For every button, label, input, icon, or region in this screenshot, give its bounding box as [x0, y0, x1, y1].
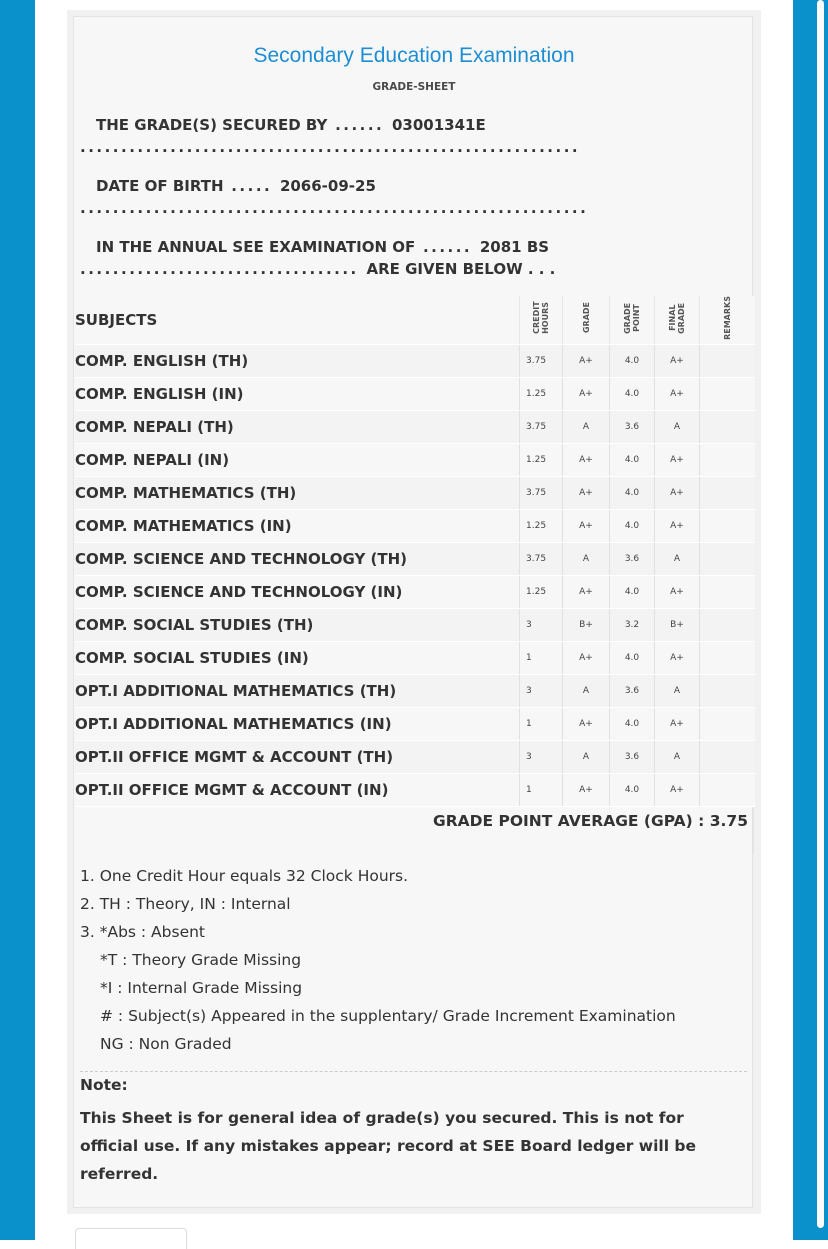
- remarks-cell: [700, 542, 756, 575]
- table-row: [75, 641, 755, 674]
- gpa-divider: [753, 808, 754, 854]
- remarks-cell: [700, 344, 756, 377]
- dob-value: 2066-09-25: [279, 177, 376, 195]
- credit-hours-cell: 3.75: [520, 542, 563, 575]
- given-below: ARE GIVEN BELOW . . .: [366, 260, 556, 278]
- credit-hours-cell: 3: [520, 674, 563, 707]
- credit-hours-cell: 1: [520, 707, 563, 740]
- final-grade-cell: A: [655, 410, 700, 443]
- note-divider: [80, 1071, 747, 1072]
- grade-point-cell: 4.0: [610, 707, 655, 740]
- legend-item: # : Subject(s) Appeared in the supplentary/ Grade Increment Examination: [100, 1007, 676, 1025]
- dob-label: DATE OF BIRTH: [96, 177, 224, 195]
- grade-cell: B+: [563, 608, 610, 641]
- scrollbar-thumb[interactable]: [817, 0, 824, 1228]
- table-row: [75, 740, 755, 773]
- subject-cell: COMP. NEPALI (IN): [75, 443, 520, 476]
- secured-by-label: THE GRADE(S) SECURED BY: [96, 116, 328, 134]
- credit-hours-cell: 3: [520, 740, 563, 773]
- grade-point-cell: 3.6: [610, 410, 655, 443]
- final-grade-cell: A+: [655, 476, 700, 509]
- legend-item: NG : Non Graded: [100, 1035, 232, 1053]
- grade-cell: A: [563, 542, 610, 575]
- remarks-cell: [700, 575, 756, 608]
- credit-hours-cell: 3.75: [520, 344, 563, 377]
- final-grade-cell: A+: [655, 443, 700, 476]
- remarks-cell: [700, 410, 756, 443]
- table-row: [75, 476, 755, 509]
- final-grade-cell: A+: [655, 377, 700, 410]
- table-row: [75, 773, 755, 806]
- bottom-button[interactable]: [75, 1228, 187, 1249]
- remarks-cell: [700, 476, 756, 509]
- grade-cell: A+: [563, 443, 610, 476]
- legend-item: 2. TH : Theory, IN : Internal: [80, 895, 291, 913]
- subject-cell: COMP. ENGLISH (TH): [75, 344, 520, 377]
- credit-hours-cell: 1.25: [520, 575, 563, 608]
- exam-title: Secondary Education Examination: [253, 44, 575, 67]
- grade-cell: A+: [563, 344, 610, 377]
- subject-cell: OPT.I ADDITIONAL MATHEMATICS (TH): [75, 674, 520, 707]
- subject-cell: COMP. MATHEMATICS (IN): [75, 509, 520, 542]
- subject-cell: COMP. MATHEMATICS (TH): [75, 476, 520, 509]
- final-grade-cell: A+: [655, 641, 700, 674]
- grade-cell: A+: [563, 773, 610, 806]
- table-row: [75, 509, 755, 542]
- grade-point-cell: 4.0: [610, 476, 655, 509]
- final-grade-header: FINAL GRADE: [655, 296, 700, 344]
- remarks-cell: [700, 674, 756, 707]
- final-grade-cell: A+: [655, 575, 700, 608]
- grade-point-cell: 3.6: [610, 674, 655, 707]
- credit-hours-header: CREDIT HOURS: [520, 296, 563, 344]
- table-row: [75, 377, 755, 410]
- gpa-line: [75, 812, 748, 830]
- scrollbar-track[interactable]: [793, 0, 828, 1240]
- credit-hours-cell: 3.75: [520, 476, 563, 509]
- table-row: [75, 542, 755, 575]
- note-text: This Sheet is for general idea of grade(s) you secured. This is not for official use. If any mistakes appear; record at SEE Board ledger will be referred.: [80, 1109, 697, 1183]
- grade-point-cell: 4.0: [610, 443, 655, 476]
- legend-item: *I : Internal Grade Missing: [100, 979, 303, 997]
- subject-cell: COMP. SCIENCE AND TECHNOLOGY (IN): [75, 575, 520, 608]
- grade-point-cell: 4.0: [610, 641, 655, 674]
- subject-cell: OPT.II OFFICE MGMT & ACCOUNT (IN): [75, 773, 520, 806]
- credit-hours-cell: 1: [520, 773, 563, 806]
- legend-item: 1. One Credit Hour equals 32 Clock Hours.: [80, 867, 409, 885]
- exam-line: IN THE ANNUAL SEE EXAMINATION OF ...... 2081 BS .................................. ARE GIVEN BELOW . . .: [80, 238, 556, 278]
- subject-cell: COMP. SCIENCE AND TECHNOLOGY (TH): [75, 542, 520, 575]
- credit-hours-cell: 3: [520, 608, 563, 641]
- subject-cell: COMP. SOCIAL STUDIES (TH): [75, 608, 520, 641]
- grade-cell: A+: [563, 509, 610, 542]
- legend-item: 3. *Abs : Absent: [80, 923, 206, 941]
- subject-cell: COMP. ENGLISH (IN): [75, 377, 520, 410]
- grade-cell: A+: [563, 707, 610, 740]
- table-header-row: [75, 296, 755, 344]
- table-row: [75, 674, 755, 707]
- subject-cell: OPT.I ADDITIONAL MATHEMATICS (IN): [75, 707, 520, 740]
- table-row: [75, 443, 755, 476]
- gpa-value: 3.75: [709, 812, 748, 830]
- remarks-header: REMARKS: [700, 296, 756, 344]
- credit-hours-cell: 1: [520, 641, 563, 674]
- remarks-cell: [700, 443, 756, 476]
- subject-cell: COMP. NEPALI (TH): [75, 410, 520, 443]
- gpa-label: GRADE POINT AVERAGE (GPA) :: [433, 812, 705, 830]
- legend-item: *T : Theory Grade Missing: [100, 951, 302, 969]
- final-grade-cell: A+: [655, 707, 700, 740]
- table-row: [75, 410, 755, 443]
- grade-point-cell: 3.2: [610, 608, 655, 641]
- credit-hours-cell: 3.75: [520, 410, 563, 443]
- grade-point-cell: 4.0: [610, 509, 655, 542]
- grade-cell: A+: [563, 476, 610, 509]
- grade-point-cell: 4.0: [610, 377, 655, 410]
- final-grade-cell: A+: [655, 773, 700, 806]
- note-label: Note:: [80, 1076, 128, 1094]
- final-grade-cell: A: [655, 542, 700, 575]
- grade-cell: A: [563, 740, 610, 773]
- remarks-cell: [700, 509, 756, 542]
- exam-year: 2081 BS: [479, 238, 550, 256]
- remarks-cell: [700, 773, 756, 806]
- table-row: [75, 707, 755, 740]
- grades-table: [75, 296, 755, 807]
- grade-cell: A: [563, 410, 610, 443]
- final-grade-cell: A: [655, 674, 700, 707]
- credit-hours-cell: 1.25: [520, 377, 563, 410]
- grade-cell: A: [563, 674, 610, 707]
- sheet-subtitle: GRADE-SHEET: [372, 81, 456, 93]
- grade-cell: A+: [563, 377, 610, 410]
- symbol-number: 03001341E: [391, 116, 486, 134]
- subject-cell: COMP. SOCIAL STUDIES (IN): [75, 641, 520, 674]
- table-row: [75, 344, 755, 377]
- dob-line: DATE OF BIRTH ..... 2066-09-25 ..............................................................: [80, 177, 589, 217]
- legend-list: [80, 862, 676, 1058]
- exam-label: IN THE ANNUAL SEE EXAMINATION OF: [96, 238, 416, 256]
- grade-point-header: GRADE POINT: [610, 296, 655, 344]
- final-grade-cell: A+: [655, 509, 700, 542]
- table-row: [75, 608, 755, 641]
- left-frame-bar: [0, 0, 35, 1240]
- final-grade-cell: B+: [655, 608, 700, 641]
- grade-point-cell: 3.6: [610, 542, 655, 575]
- subjects-header: SUBJECTS: [75, 296, 520, 344]
- grade-point-cell: 4.0: [610, 344, 655, 377]
- credit-hours-cell: 1.25: [520, 509, 563, 542]
- grade-cell: A+: [563, 575, 610, 608]
- table-row: [75, 575, 755, 608]
- subject-cell: OPT.II OFFICE MGMT & ACCOUNT (TH): [75, 740, 520, 773]
- remarks-cell: [700, 608, 756, 641]
- grade-point-cell: 4.0: [610, 575, 655, 608]
- final-grade-cell: A: [655, 740, 700, 773]
- remarks-cell: [700, 740, 756, 773]
- remarks-cell: [700, 641, 756, 674]
- credit-hours-cell: 1.25: [520, 443, 563, 476]
- remarks-cell: [700, 377, 756, 410]
- final-grade-cell: A+: [655, 344, 700, 377]
- secured-by-line: THE GRADE(S) SECURED BY ...... 03001341E .............................................................: [80, 116, 581, 156]
- grade-point-cell: 4.0: [610, 773, 655, 806]
- grade-point-cell: 3.6: [610, 740, 655, 773]
- grade-header: GRADE: [563, 296, 610, 344]
- remarks-cell: [700, 707, 756, 740]
- grade-cell: A+: [563, 641, 610, 674]
